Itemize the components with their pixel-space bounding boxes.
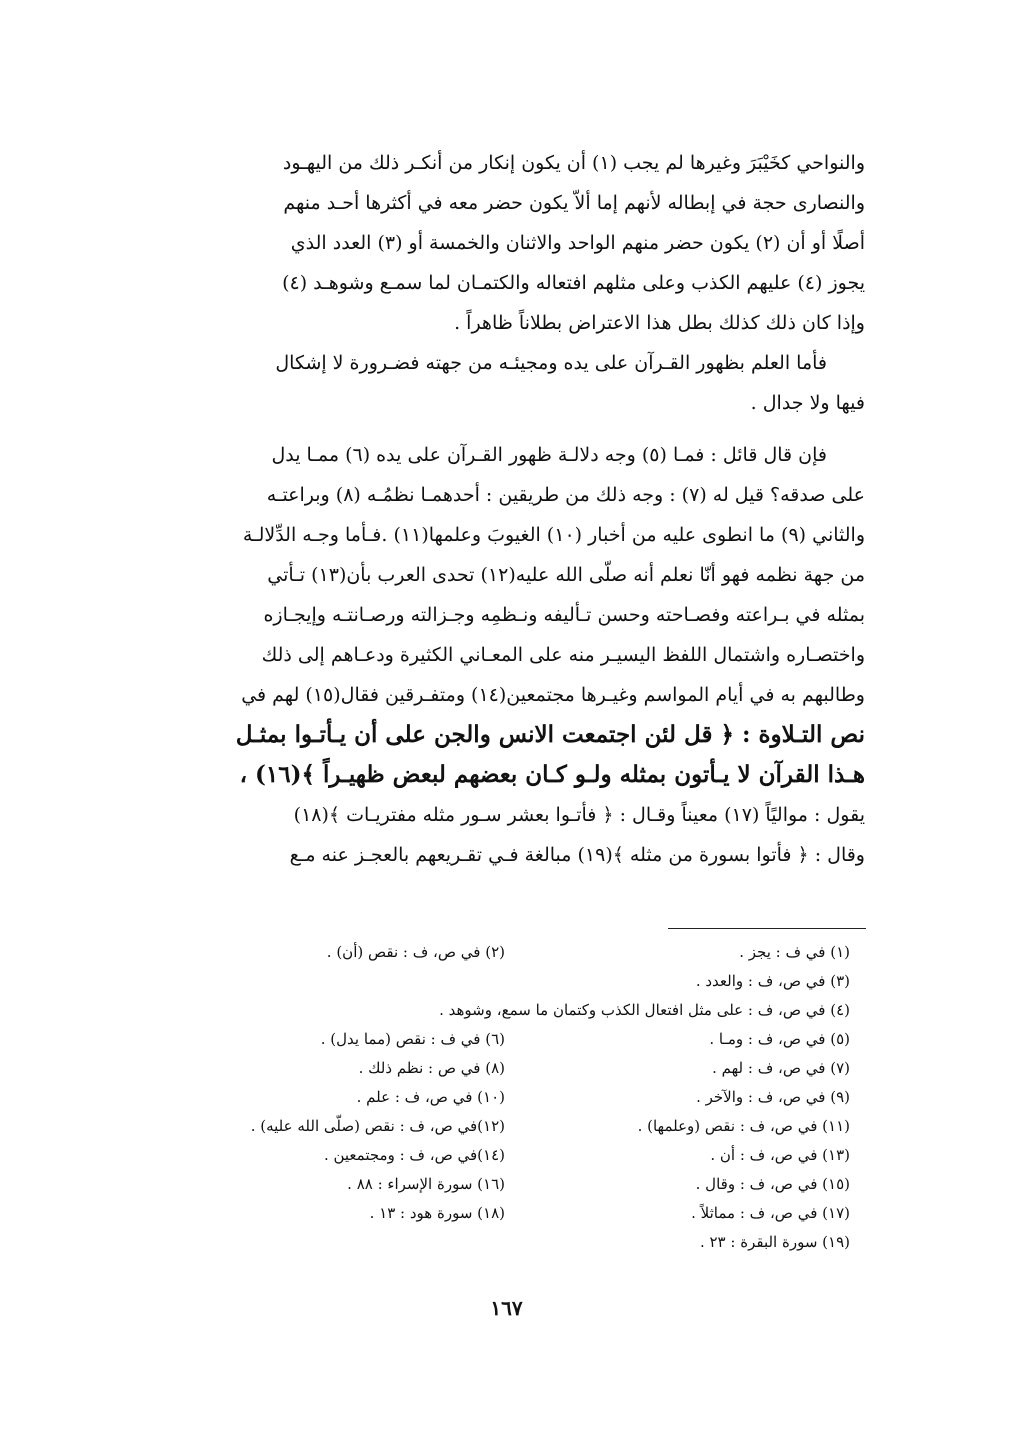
footnote-row: [190, 1228, 850, 1257]
footnote-9: (٩) في ص، ف : والآخر .: [696, 1088, 850, 1106]
text-line-8: فإن قال قائل : فمـا (٥) وجه دلالـة ظهور القـرآن على يده (٦) ممـا يدل: [271, 444, 827, 466]
text-line-5: وإذا كان ذلك كذلك بطل هذا الاعتراض بطلاناً ظاهراً .: [454, 312, 865, 334]
footnote-row: [190, 996, 850, 1025]
quran-verse-line-1: نص التـلاوة : ﴿ قل لئن اجتمعت الانس والجن على أن يـأتـوا بمثـل: [235, 721, 865, 748]
footnote-19: (١٩) سورة البقرة : ٢٣ .: [699, 1233, 850, 1251]
text-line-9: على صدقه؟ قيل له (٧) : وجه ذلك من طريقين : أحدهمـا نظمُـه (٨) وبراعتـه: [266, 484, 865, 506]
footnote-10: (١٠) في ص، ف : علم .: [356, 1088, 505, 1106]
text-line-11: من جهة نظمه فهو أنّا نعلم أنه صلّى الله عليه(١٢) تحدى العرب بأن(١٣) تـأتي: [267, 564, 865, 586]
footnote-1: (١) في ف : يجز .: [739, 943, 850, 961]
footnote-7: (٧) في ص، ف : لهم .: [712, 1059, 850, 1077]
footnote-16: (١٦) سورة الإسراء : ٨٨ .: [347, 1175, 505, 1193]
footnote-row: [190, 1170, 850, 1199]
text-line-17: يقول : مواليًاً (١٧) معيناً وقـال : ﴿ فأتـوا بعشر سـور مثله مفتريـات ﴾(١٨): [293, 804, 865, 826]
footnote-row: [190, 1199, 850, 1228]
footnote-divider: [668, 928, 866, 929]
main-text: [160, 143, 865, 875]
text-line-2: والنصارى حجة في إبطاله لأنهم إما ألاّ يكون حضر معه في أكثرها أحـد منهم: [283, 192, 865, 214]
text-line-3: أصلًا أو أن (٢) يكون حضر منهم الواحد والاثنان والخمسة أو (٣) العدد الذي: [290, 232, 865, 254]
text-line-12: بمثله في بـراعته وفصـاحته وحسن تـأليفه ونـظمِه وجـزالته ورصـانتـه وإيجـازه: [263, 604, 865, 626]
footnote-14: (١٤)في ص، ف : ومجتمعين .: [323, 1146, 505, 1164]
text-line-13: واختصـاره واشتمال اللفظ اليسيـر منه على المعـاني الكثيرة ودعـاهم إلى ذلك: [261, 644, 865, 666]
footnote-row: [190, 1141, 850, 1170]
text-line-6: فأما العلم بظهور القـرآن على يده ومجيئـه من جهته فضـرورة لا إشكال: [275, 352, 827, 374]
footnote-row: [190, 1054, 850, 1083]
footnote-13: (١٣) في ص، ف : أن .: [710, 1146, 850, 1164]
footnote-row: [190, 938, 850, 967]
text-line-4: يجوز (٤) عليهم الكذب وعلى مثلهم افتعاله والكتمـان لما سمـع وشوهـد (٤): [282, 272, 865, 294]
quran-verse-line-2: هـذا القرآن لا يـأتون بمثله ولـو كـان بعضهم لبعض ظهيـراً ﴾(١٦) ،: [239, 761, 865, 788]
footnote-8: (٨) في ص : نظم ذلك .: [358, 1059, 505, 1077]
text-line-1: والنواحي كخَيْبَرَ وغيرها لم يجب (١) أن يكون إنكار من أنكـر ذلك من اليهـود: [282, 152, 865, 174]
text-line-14: وطالبهم به في أيام المواسم وغيـرها مجتمعين(١٤) ومتفـرقين فقال(١٥) لهم في: [241, 684, 865, 706]
footnote-2: (٢) في ص، ف : نقص (أن) .: [326, 943, 505, 961]
text-line-18: وقال : ﴿ فأتوا بسورة من مثله ﴾(١٩) مبالغة فـي تقـريعهم بالعجـز عنه مـع: [289, 844, 865, 866]
footnote-row: [190, 967, 850, 996]
footnote-17: (١٧) في ص، ف : مماثلاً .: [691, 1204, 850, 1222]
footnote-12: (١٢)في ص، ف : نقص (صلّى الله عليه) .: [250, 1117, 505, 1135]
footnote-row: [190, 1083, 850, 1112]
footnote-row: [190, 1112, 850, 1141]
footnote-5: (٥) في ص، ف : ومـا .: [709, 1030, 850, 1048]
footnotes: [190, 938, 850, 1257]
footnote-6: (٦) في ف : نقص (مما يدل) .: [320, 1030, 505, 1048]
footnote-row: [190, 1025, 850, 1054]
text-line-7: فيها ولا جدال .: [750, 392, 865, 414]
text-line-10: والثاني (٩) ما انطوى عليه من أخبار (١٠) الغيوبَ وعلمها(١١) .فـأما وجـه الدِّلالـة: [242, 524, 865, 546]
footnote-4: (٤) في ص، ف : على مثل افتعال الكذب وكتمان ما سمع، وشوهد .: [439, 1001, 850, 1019]
footnote-15: (١٥) في ص، ف : وقال .: [695, 1175, 850, 1193]
page-number: ١٦٧: [490, 1296, 523, 1320]
footnote-18: (١٨) سورة هود : ١٣ .: [369, 1204, 505, 1222]
footnote-11: (١١) في ص، ف : نقص (وعلمها) .: [637, 1117, 850, 1135]
footnote-3: (٣) في ص، ف : والعدد .: [695, 972, 850, 990]
